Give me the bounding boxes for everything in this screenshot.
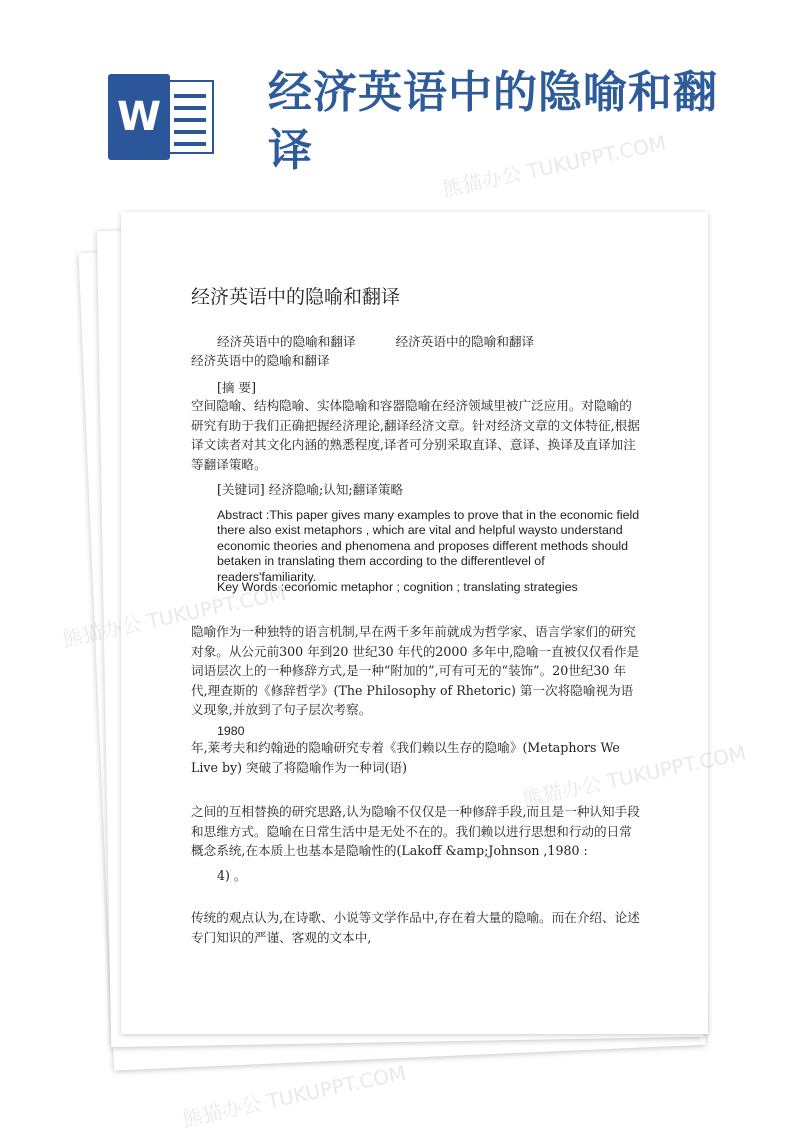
document-page xyxy=(121,212,708,1034)
subtitle-line-1: 经济英语中的隐喻和翻译 经济英语中的隐喻和翻译 xyxy=(217,334,535,349)
page-title: 经济英语中的隐喻和翻译 xyxy=(268,67,718,176)
abstract-label: [摘 要] xyxy=(217,380,257,395)
word-logo-letter: W xyxy=(108,74,170,160)
paragraph-4: 传统的观点认为,在诗歌、小说等文学作品中,存在着大量的隐喻。而在介绍、论述专门知识的严谨、客观的文本中, xyxy=(191,910,640,945)
paragraph-3: 之间的互相替换的研究思路,认为隐喻不仅仅是一种修辞手段,而且是一种认知手段和思维方式。隐喻在日常生活中是无处不在的。我们赖以进行思想和行动的日常概念系统,在本质上也基本是隐喻性的(Lakoff &amp;Johnson ,1980 : xyxy=(191,804,640,858)
paragraph-2: 年,莱考夫和约翰逊的隐喻研究专着《我们赖以生存的隐喻》(Metaphors We Live by) 突破了将隐喻作为一种词(语) xyxy=(191,740,620,775)
watermark: 熊猫办公 TUKUPPT.COM xyxy=(440,130,669,202)
abstract-body: 空间隐喻、结构隐喻、实体隐喻和容器隐喻在经济领域里被广泛应用。对隐喻的研究有助于我们正确把握经济理论,翻译经济文章。针对经济文章的文体特征,根据译文读者对其文化内涵的熟悉程度,译者可分别采取直译、意译、换译及直译加注等翻译策略。 xyxy=(191,398,640,472)
paragraph-1: 隐喻作为一种独特的语言机制,早在两千多年前就成为哲学家、语言学家们的研究对象。从公元前300 年到20 世纪30 年代的2000 多年中,隐喻一直被仅仅看作是词语层次上的一种修辞方式,是一种“附加的”,可有可无的“装饰”。20世纪30 年代,理查斯的《修辞哲学》(The Philosophy of Rhetoric) 第一次将隐喻视为语义现象,并放到了句子层次考察。 xyxy=(191,624,640,717)
subtitle-line-2: 经济英语中的隐喻和翻译 xyxy=(191,353,330,368)
paragraph-3-end: 4) 。 xyxy=(217,868,247,883)
document-title: 经济英语中的隐喻和翻译 xyxy=(191,286,401,308)
keywords: [关键词] 经济隐喻;认知;翻译策略 xyxy=(217,482,404,497)
watermark: 熊猫办公 TUKUPPT.COM xyxy=(180,1060,409,1132)
year-1980: 1980 xyxy=(217,724,245,738)
abstract-english xyxy=(191,508,647,585)
abstract-english-text: Abstract :This paper gives many examples to prove that in the economic field there also exist metaphors , which are vital and helpful waysto understand economic theories and phenomena and proposes different methods should betaken in translating them according to the differentlevel of readers'familiarity. xyxy=(217,508,640,584)
word-logo-icon xyxy=(108,74,216,160)
keywords-english: Key Words :economic metaphor ; cognition ; translating strategies xyxy=(217,580,578,594)
